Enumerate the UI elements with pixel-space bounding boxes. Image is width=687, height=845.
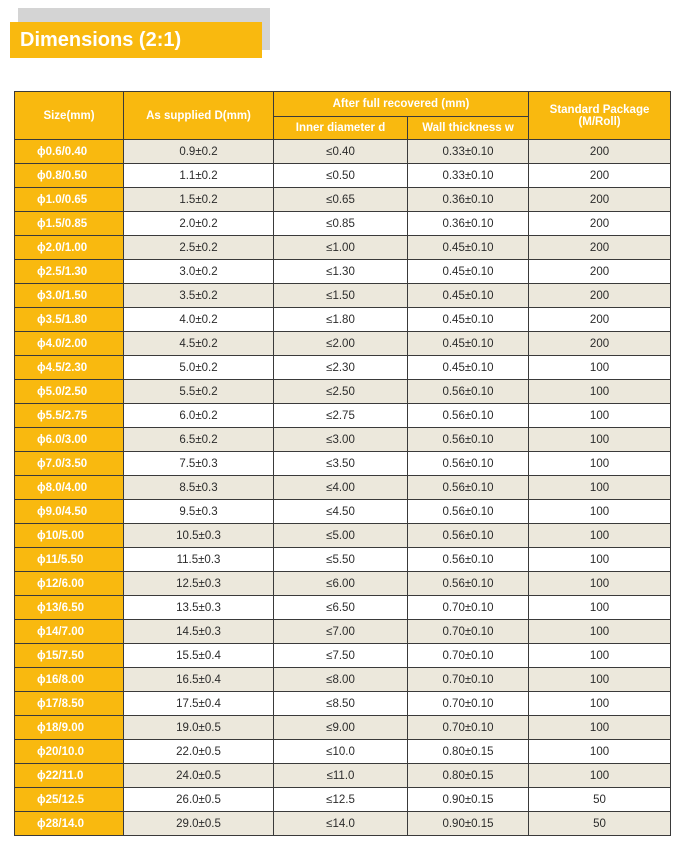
package-cell: 100	[529, 476, 671, 500]
supplied-cell: 3.5±0.2	[124, 284, 274, 308]
supplied-cell: 12.5±0.3	[124, 572, 274, 596]
size-cell: ϕ3.5/1.80	[15, 308, 124, 332]
table-row	[15, 380, 671, 404]
table-row	[15, 332, 671, 356]
wall-thickness-cell: 0.56±0.10	[408, 476, 529, 500]
package-cell: 200	[529, 212, 671, 236]
wall-thickness-cell: 0.56±0.10	[408, 380, 529, 404]
table-row	[15, 788, 671, 812]
supplied-cell: 3.0±0.2	[124, 260, 274, 284]
inner-diameter-cell: ≤2.50	[274, 380, 408, 404]
size-cell: ϕ2.0/1.00	[15, 236, 124, 260]
table-row	[15, 644, 671, 668]
table-row	[15, 548, 671, 572]
supplied-cell: 6.5±0.2	[124, 428, 274, 452]
size-cell: ϕ3.0/1.50	[15, 284, 124, 308]
inner-diameter-cell: ≤2.00	[274, 332, 408, 356]
package-cell: 100	[529, 452, 671, 476]
supplied-cell: 15.5±0.4	[124, 644, 274, 668]
table-row	[15, 164, 671, 188]
wall-thickness-cell: 0.56±0.10	[408, 452, 529, 476]
size-cell: ϕ18/9.00	[15, 716, 124, 740]
supplied-cell: 29.0±0.5	[124, 812, 274, 836]
package-cell: 200	[529, 140, 671, 164]
supplied-cell: 5.5±0.2	[124, 380, 274, 404]
supplied-cell: 2.0±0.2	[124, 212, 274, 236]
size-cell: ϕ0.8/0.50	[15, 164, 124, 188]
inner-diameter-cell: ≤1.30	[274, 260, 408, 284]
header-package: Standard Package (M/Roll)	[529, 92, 671, 140]
inner-diameter-cell: ≤0.50	[274, 164, 408, 188]
size-cell: ϕ15/7.50	[15, 644, 124, 668]
wall-thickness-cell: 0.45±0.10	[408, 236, 529, 260]
wall-thickness-cell: 0.45±0.10	[408, 284, 529, 308]
inner-diameter-cell: ≤1.50	[274, 284, 408, 308]
wall-thickness-cell: 0.70±0.10	[408, 692, 529, 716]
table-row	[15, 572, 671, 596]
supplied-cell: 0.9±0.2	[124, 140, 274, 164]
header-inner-diameter: Inner diameter d	[274, 117, 408, 140]
table-row	[15, 212, 671, 236]
wall-thickness-cell: 0.70±0.10	[408, 644, 529, 668]
wall-thickness-cell: 0.90±0.15	[408, 812, 529, 836]
package-cell: 100	[529, 548, 671, 572]
table-row	[15, 764, 671, 788]
inner-diameter-cell: ≤0.65	[274, 188, 408, 212]
size-cell: ϕ4.5/2.30	[15, 356, 124, 380]
inner-diameter-cell: ≤9.00	[274, 716, 408, 740]
supplied-cell: 19.0±0.5	[124, 716, 274, 740]
package-cell: 100	[529, 692, 671, 716]
table-row	[15, 596, 671, 620]
size-cell: ϕ1.5/0.85	[15, 212, 124, 236]
supplied-cell: 11.5±0.3	[124, 548, 274, 572]
package-cell: 200	[529, 188, 671, 212]
section-title	[10, 8, 270, 58]
package-cell: 50	[529, 788, 671, 812]
wall-thickness-cell: 0.45±0.10	[408, 332, 529, 356]
wall-thickness-cell: 0.70±0.10	[408, 668, 529, 692]
wall-thickness-cell: 0.33±0.10	[408, 140, 529, 164]
package-cell: 200	[529, 308, 671, 332]
size-cell: ϕ12/6.00	[15, 572, 124, 596]
supplied-cell: 17.5±0.4	[124, 692, 274, 716]
package-cell: 100	[529, 668, 671, 692]
supplied-cell: 24.0±0.5	[124, 764, 274, 788]
wall-thickness-cell: 0.33±0.10	[408, 164, 529, 188]
package-cell: 100	[529, 572, 671, 596]
size-cell: ϕ14/7.00	[15, 620, 124, 644]
supplied-cell: 4.5±0.2	[124, 332, 274, 356]
size-cell: ϕ6.0/3.00	[15, 428, 124, 452]
package-cell: 100	[529, 404, 671, 428]
wall-thickness-cell: 0.90±0.15	[408, 788, 529, 812]
inner-diameter-cell: ≤7.50	[274, 644, 408, 668]
supplied-cell: 8.5±0.3	[124, 476, 274, 500]
supplied-cell: 7.5±0.3	[124, 452, 274, 476]
wall-thickness-cell: 0.70±0.10	[408, 596, 529, 620]
size-cell: ϕ9.0/4.50	[15, 500, 124, 524]
size-cell: ϕ10/5.00	[15, 524, 124, 548]
table-row	[15, 716, 671, 740]
wall-thickness-cell: 0.56±0.10	[408, 572, 529, 596]
wall-thickness-cell: 0.80±0.15	[408, 740, 529, 764]
table-row	[15, 476, 671, 500]
size-cell: ϕ8.0/4.00	[15, 476, 124, 500]
supplied-cell: 22.0±0.5	[124, 740, 274, 764]
supplied-cell: 10.5±0.3	[124, 524, 274, 548]
package-cell: 100	[529, 380, 671, 404]
size-cell: ϕ16/8.00	[15, 668, 124, 692]
supplied-cell: 26.0±0.5	[124, 788, 274, 812]
table-row	[15, 620, 671, 644]
supplied-cell: 9.5±0.3	[124, 500, 274, 524]
inner-diameter-cell: ≤4.00	[274, 476, 408, 500]
supplied-cell: 6.0±0.2	[124, 404, 274, 428]
size-cell: ϕ0.6/0.40	[15, 140, 124, 164]
table-row	[15, 356, 671, 380]
wall-thickness-cell: 0.45±0.10	[408, 308, 529, 332]
header-size: Size(mm)	[15, 92, 124, 140]
size-cell: ϕ11/5.50	[15, 548, 124, 572]
inner-diameter-cell: ≤7.00	[274, 620, 408, 644]
table-row	[15, 692, 671, 716]
inner-diameter-cell: ≤5.50	[274, 548, 408, 572]
package-cell: 100	[529, 524, 671, 548]
size-cell: ϕ20/10.0	[15, 740, 124, 764]
size-cell: ϕ13/6.50	[15, 596, 124, 620]
wall-thickness-cell: 0.45±0.10	[408, 356, 529, 380]
inner-diameter-cell: ≤1.80	[274, 308, 408, 332]
inner-diameter-cell: ≤0.85	[274, 212, 408, 236]
inner-diameter-cell: ≤11.0	[274, 764, 408, 788]
package-cell: 100	[529, 428, 671, 452]
package-cell: 100	[529, 596, 671, 620]
inner-diameter-cell: ≤4.50	[274, 500, 408, 524]
wall-thickness-cell: 0.70±0.10	[408, 716, 529, 740]
table-body	[15, 140, 671, 836]
inner-diameter-cell: ≤14.0	[274, 812, 408, 836]
package-cell: 200	[529, 164, 671, 188]
size-cell: ϕ25/12.5	[15, 788, 124, 812]
table-row	[15, 188, 671, 212]
header-recovered-group: After full recovered (mm)	[274, 92, 529, 117]
wall-thickness-cell: 0.70±0.10	[408, 620, 529, 644]
wall-thickness-cell: 0.56±0.10	[408, 428, 529, 452]
package-cell: 100	[529, 620, 671, 644]
supplied-cell: 13.5±0.3	[124, 596, 274, 620]
inner-diameter-cell: ≤5.00	[274, 524, 408, 548]
table-row	[15, 140, 671, 164]
package-cell: 200	[529, 332, 671, 356]
inner-diameter-cell: ≤6.00	[274, 572, 408, 596]
size-cell: ϕ5.5/2.75	[15, 404, 124, 428]
inner-diameter-cell: ≤8.00	[274, 668, 408, 692]
table-row	[15, 308, 671, 332]
table-row	[15, 428, 671, 452]
package-cell: 50	[529, 812, 671, 836]
package-cell: 100	[529, 356, 671, 380]
package-cell: 100	[529, 764, 671, 788]
header-supplied: As supplied D(mm)	[124, 92, 274, 140]
supplied-cell: 1.1±0.2	[124, 164, 274, 188]
table-row	[15, 404, 671, 428]
size-cell: ϕ5.0/2.50	[15, 380, 124, 404]
size-cell: ϕ2.5/1.30	[15, 260, 124, 284]
size-cell: ϕ22/11.0	[15, 764, 124, 788]
inner-diameter-cell: ≤6.50	[274, 596, 408, 620]
package-cell: 200	[529, 236, 671, 260]
size-cell: ϕ28/14.0	[15, 812, 124, 836]
inner-diameter-cell: ≤12.5	[274, 788, 408, 812]
inner-diameter-cell: ≤3.00	[274, 428, 408, 452]
header-wall-thickness: Wall thickness w	[408, 117, 529, 140]
supplied-cell: 14.5±0.3	[124, 620, 274, 644]
table-row	[15, 260, 671, 284]
package-cell: 200	[529, 260, 671, 284]
wall-thickness-cell: 0.36±0.10	[408, 212, 529, 236]
package-cell: 200	[529, 284, 671, 308]
wall-thickness-cell: 0.56±0.10	[408, 404, 529, 428]
package-cell: 100	[529, 716, 671, 740]
supplied-cell: 1.5±0.2	[124, 188, 274, 212]
table-row	[15, 668, 671, 692]
table-row	[15, 500, 671, 524]
supplied-cell: 4.0±0.2	[124, 308, 274, 332]
wall-thickness-cell: 0.36±0.10	[408, 188, 529, 212]
wall-thickness-cell: 0.80±0.15	[408, 764, 529, 788]
size-cell: ϕ7.0/3.50	[15, 452, 124, 476]
inner-diameter-cell: ≤10.0	[274, 740, 408, 764]
inner-diameter-cell: ≤0.40	[274, 140, 408, 164]
wall-thickness-cell: 0.56±0.10	[408, 500, 529, 524]
size-cell: ϕ17/8.50	[15, 692, 124, 716]
inner-diameter-cell: ≤1.00	[274, 236, 408, 260]
table-row	[15, 452, 671, 476]
supplied-cell: 2.5±0.2	[124, 236, 274, 260]
inner-diameter-cell: ≤2.30	[274, 356, 408, 380]
size-cell: ϕ4.0/2.00	[15, 332, 124, 356]
package-cell: 100	[529, 500, 671, 524]
dimensions-table	[14, 91, 671, 836]
inner-diameter-cell: ≤2.75	[274, 404, 408, 428]
supplied-cell: 5.0±0.2	[124, 356, 274, 380]
table-header	[15, 92, 671, 140]
wall-thickness-cell: 0.45±0.10	[408, 260, 529, 284]
table-row	[15, 740, 671, 764]
inner-diameter-cell: ≤3.50	[274, 452, 408, 476]
table-row	[15, 812, 671, 836]
size-cell: ϕ1.0/0.65	[15, 188, 124, 212]
wall-thickness-cell: 0.56±0.10	[408, 548, 529, 572]
page-title: Dimensions (2:1)	[10, 22, 262, 58]
table-row	[15, 236, 671, 260]
package-cell: 100	[529, 644, 671, 668]
supplied-cell: 16.5±0.4	[124, 668, 274, 692]
inner-diameter-cell: ≤8.50	[274, 692, 408, 716]
table-row	[15, 524, 671, 548]
table-row	[15, 284, 671, 308]
package-cell: 100	[529, 740, 671, 764]
wall-thickness-cell: 0.56±0.10	[408, 524, 529, 548]
